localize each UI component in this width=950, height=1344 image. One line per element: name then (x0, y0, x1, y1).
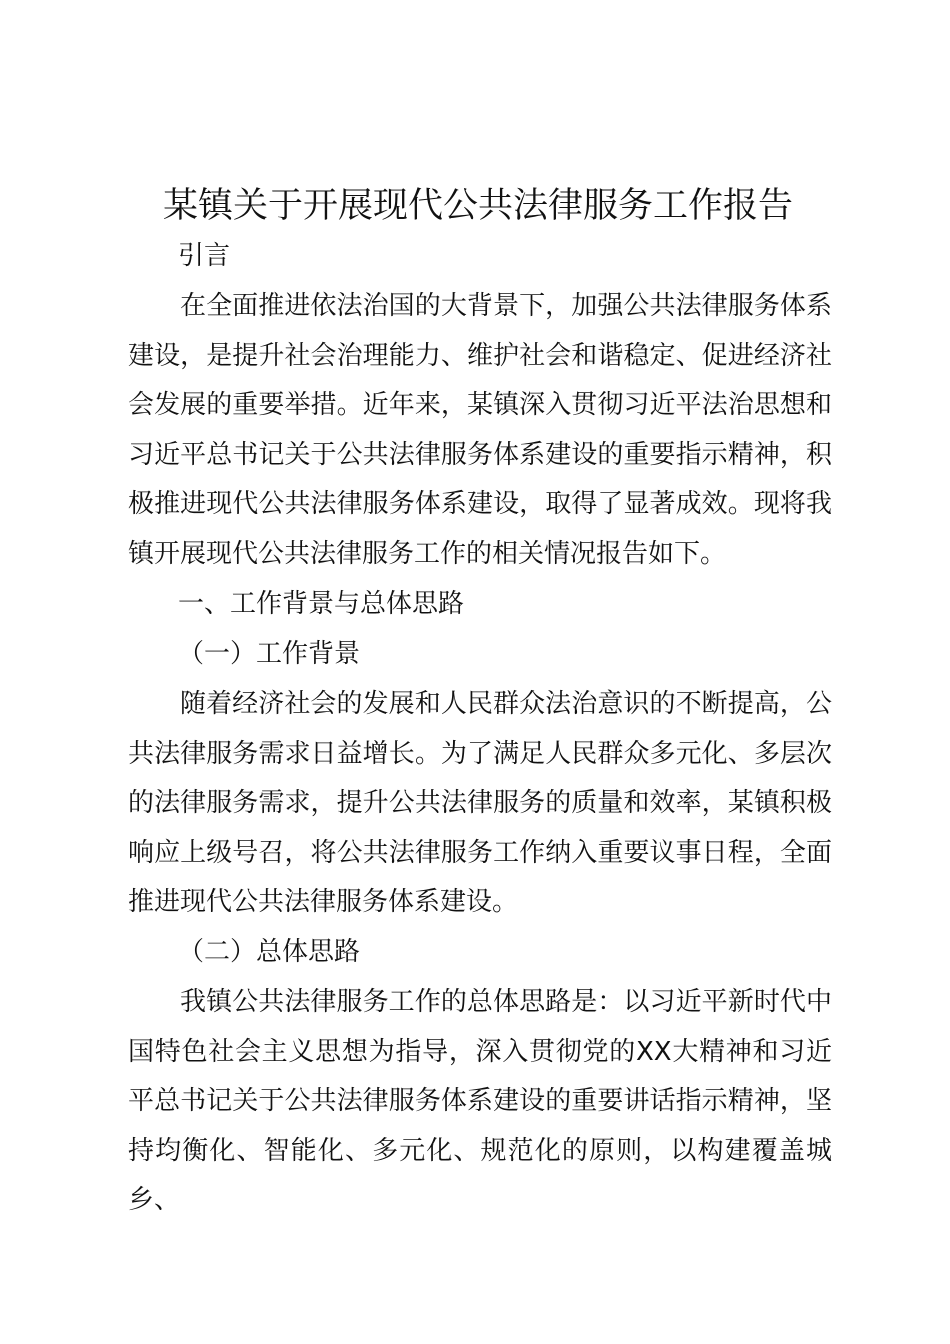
section1-heading: 一、工作背景与总体思路 (178, 589, 465, 619)
document-title: 某镇关于开展现代公共法律服务工作报告 (162, 186, 793, 226)
intro-heading: 引言 (178, 241, 231, 271)
subsection1-paragraph: 随着经济社会的发展和人民群众法治意识的不断提高，公共法律服务需求日益增长。为了满足人民群众多元化、多层次的法律服务需求，提升公共法律服务的质量和效率，某镇积极响应上级号召，将公共法律服务工作纳入重要议事日程，全面推进现代公共法律服务体系建设。 (128, 689, 832, 917)
intro-paragraph: 在全面推进依法治国的大背景下，加强公共法律服务体系建设，是提升社会治理能力、维护社会和谐稳定、促进经济社会发展的重要举措。近年来，某镇深入贯彻习近平法治思想和习近平总书记关于公共法律服务体系建设的重要指示精神，积极推进现代公共法律服务体系建设，取得了显著成效。现将我镇开展现代公共法律服务工作的相关情况报告如下。 (128, 291, 832, 569)
subsection2-paragraph: 我镇公共法律服务工作的总体思路是：以习近平新时代中国特色社会主义思想为指导，深入贯彻党的XX大精神和习近平总书记关于公共法律服务体系建设的重要讲话指示精神，坚持均衡化、智能化、多元化、规范化的原则，以构建覆盖城乡、 (128, 987, 832, 1215)
subsection2-heading: （二）总体思路 (178, 937, 361, 967)
subsection1-heading: （一）工作背景 (178, 639, 361, 669)
